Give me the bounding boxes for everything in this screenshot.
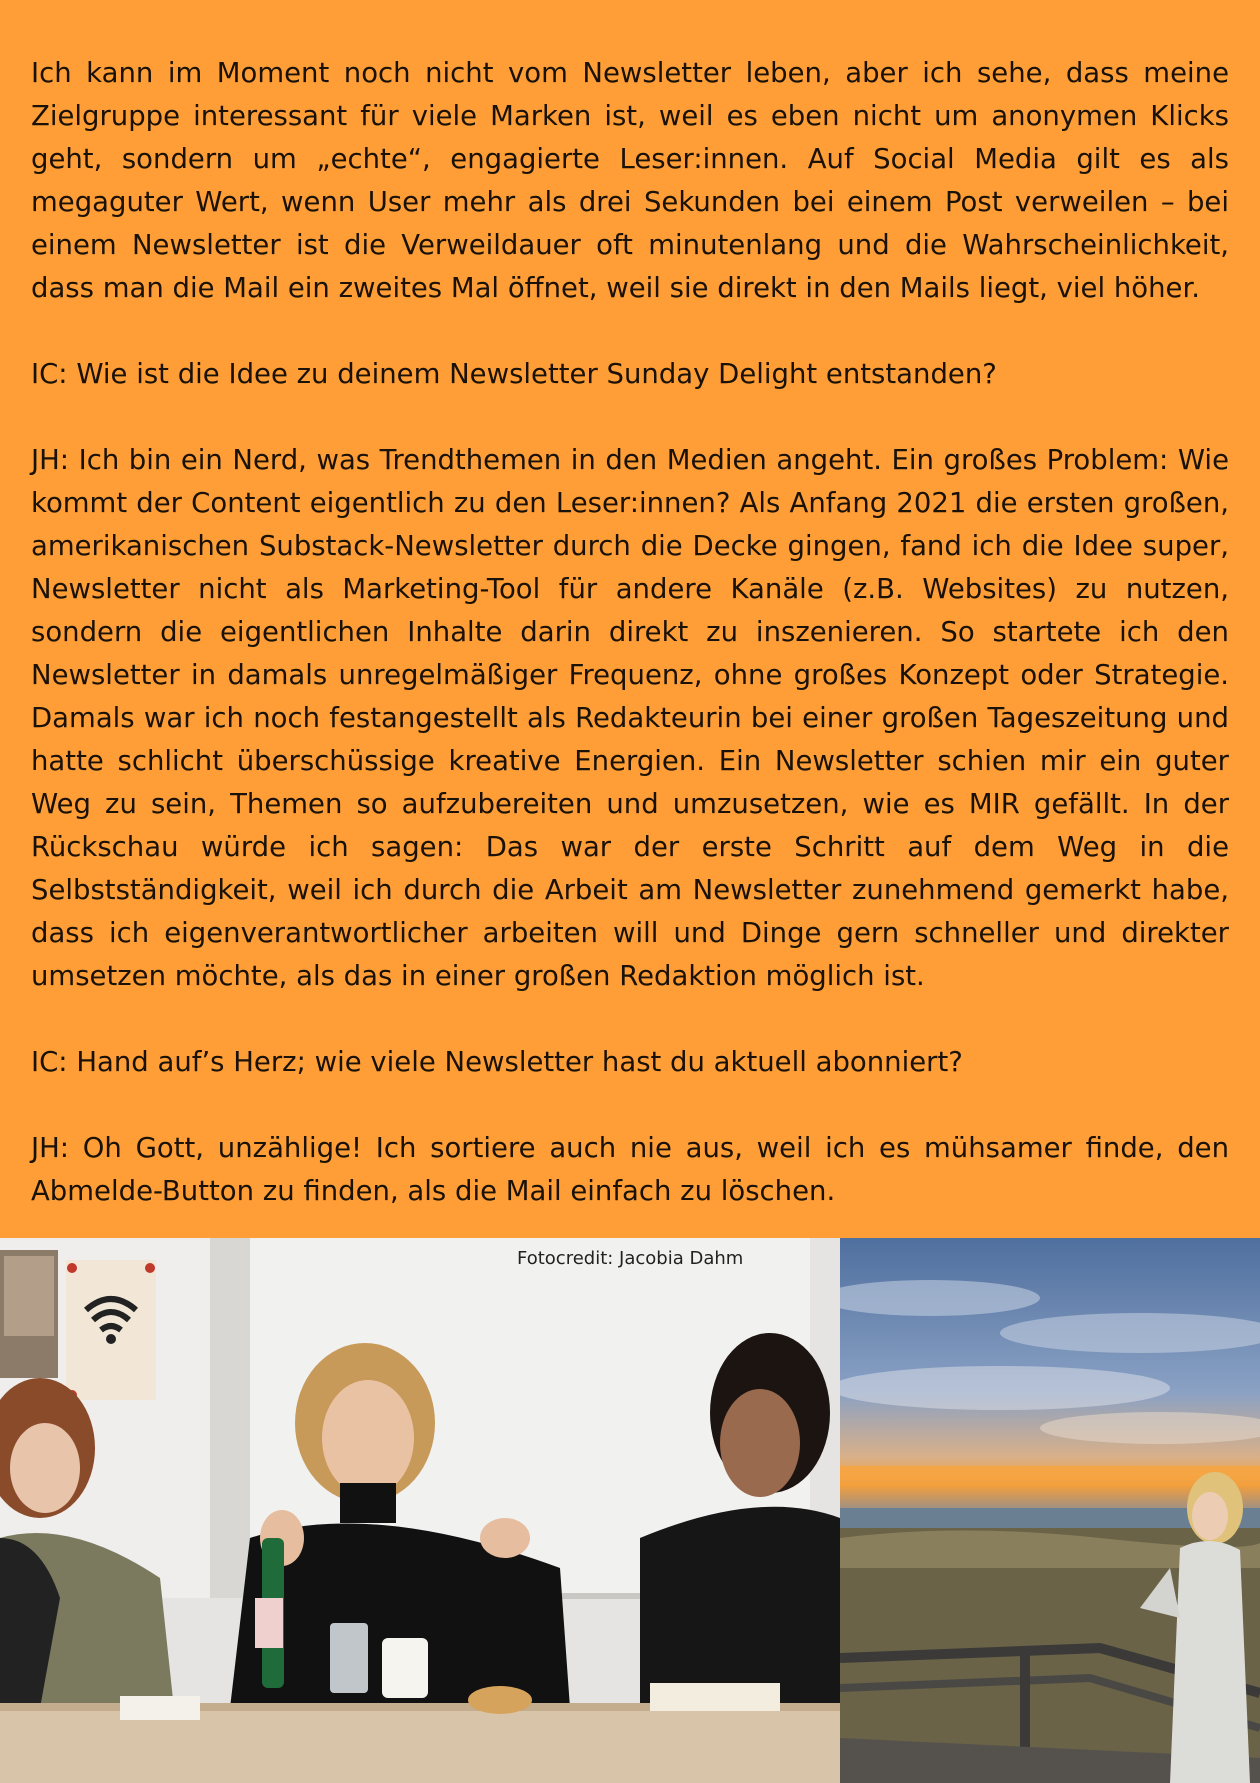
paragraph-intro: Ich kann im Moment noch nicht vom Newsletter leben, aber ich sehe, dass meine Zielgruppe interessant für viele Marken ist, weil es eben nicht um anonymen Klicks geht, sondern um „echte“, engagierte Leser:innen. Auf Social Media gilt es als megaguter Wert, wenn User mehr als drei Sekunden bei einem Post verweilen – bei einem Newsletter ist die Verweildauer oft minutenlang und die Wahrscheinlichkeit, dass man die Mail ein zweites Mal öffnet, weil sie direkt in den Mails liegt, viel höher. (31, 57, 1229, 304)
meeting-photo (0, 1238, 840, 1783)
beach-photo-illustration (840, 1238, 1260, 1783)
question-idea: IC: Wie ist die Idee zu deinem Newsletter Sunday Delight entstanden? (31, 358, 997, 390)
answer-idea: JH: Ich bin ein Nerd, was Trendthemen in den Medien angeht. Ein großes Problem: Wie kommt der Content eigentlich zu den Leser:innen? Als Anfang 2021 die ersten großen, amerikanischen Substack-Newsletter durch die Decke gingen, fand ich die Idee super, Newsletter nicht als Marketing-Tool für andere Kanäle (z.B. Websites) zu nutzen, sondern die eigentlichen Inhalte darin direkt zu inszenieren. So startete ich den Newsletter in damals unregelmäßiger Frequenz, ohne großes Konzept oder Strategie. Damals war ich noch festangestellt als Redakteurin bei einer großen Tageszeitung und hatte schlicht überschüssige kreative Energien. Ein Newsletter schien mir ein guter Weg zu sein, Themen so aufzubereiten und umzusetzen, wie es MIR gefällt. In der Rückschau würde ich sagen: Das war der erste Schritt auf dem Weg in die Selbstständigkeit, weil ich durch die Arbeit am Newsletter zunehmend gemerkt habe, dass ich eigenverantwortlicher arbeiten will und Dinge gern schneller und direkter umsetzen möchte, als das in einer großen Redaktion möglich ist. (31, 444, 1229, 992)
photo-strip (0, 1238, 1260, 1783)
answer-subscriptions: JH: Oh Gott, unzählige! Ich sortiere auch nie aus, weil ich es mühsamer finde, den Abmelde-Button zu finden, als die Mail einfach zu löschen. (31, 1132, 1229, 1207)
question-subscriptions: IC: Hand auf’s Herz; wie viele Newsletter hast du aktuell abonniert? (31, 1046, 963, 1078)
photo-credit: Fotocredit: Jacobia Dahm (517, 1248, 744, 1269)
meeting-photo-illustration (0, 1238, 840, 1783)
beach-photo (840, 1238, 1260, 1783)
article-body (31, 52, 1229, 1213)
